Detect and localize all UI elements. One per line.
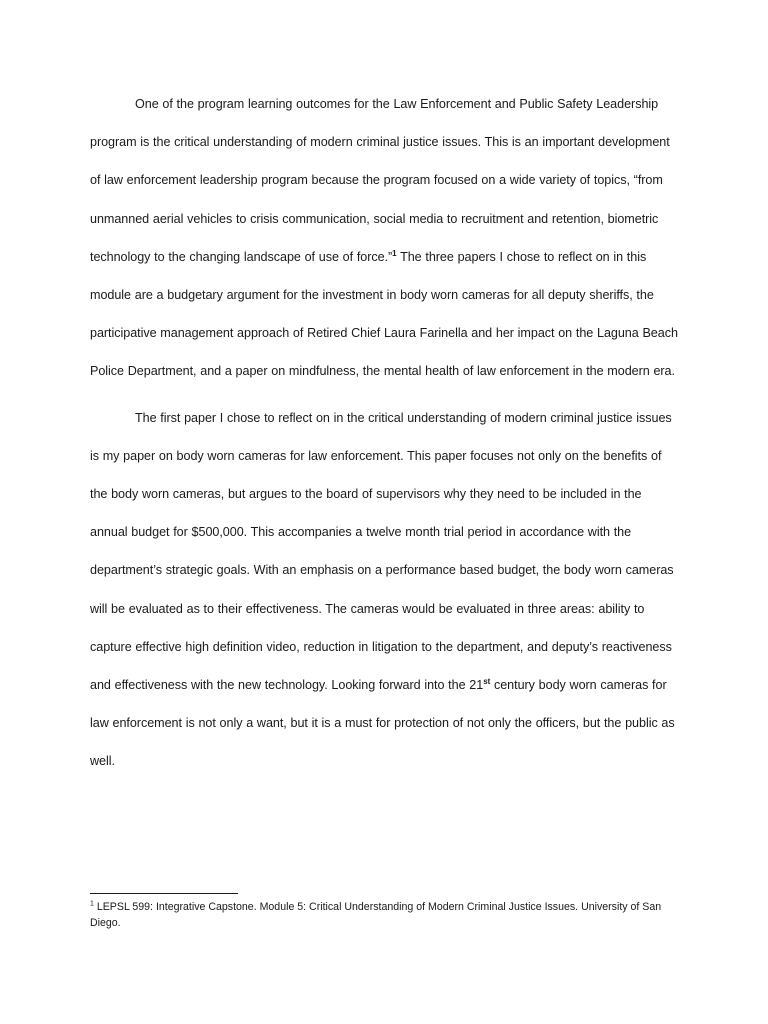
footnote xyxy=(90,899,680,931)
paragraph-body-worn-cameras xyxy=(90,399,680,781)
paragraph-1-text-continued: The three papers I chose to reflect on in this module are a budgetary argument for the investment in body worn cameras for all deputy sheriffs, the participative management approach of Retired Chief Laura Farinella and her impact on the Laguna Beach Police Department, and a paper on mindfulness, the mental health of law enforcement in the modern era. xyxy=(90,249,678,379)
document-body xyxy=(90,85,680,781)
paragraph-1-text: One of the program learning outcomes for the Law Enforcement and Public Safety Leadership program is the critical understanding of modern criminal justice issues. This is an important development of law enforcement leadership program because the program focused on a wide variety of topics, “from unmanned aerial vehicles to crisis communication, social media to recruitment and retention, biometric technology to the changing landscape of use of force.” xyxy=(90,97,670,264)
footnote-mark: 1 xyxy=(90,900,94,908)
paragraph-2-text-continued: century body worn cameras for law enforcement is not only a want, but it is a must for protection of not only the officers, but the public as well. xyxy=(90,678,675,769)
paragraph-2-text: The first paper I chose to reflect on in the critical understanding of modern criminal justice issues is my paper on body worn cameras for law enforcement. This paper focuses not only on the benefits of the body worn cameras, but argues to the board of supervisors why they need to be included in the annual budget for $500,000. This accompanies a twelve month trial period in accordance with the department’s strategic goals. With an emphasis on a performance based budget, the body worn cameras will be evaluated as to their effectiveness. The cameras would be evaluated in three areas: ability to capture effective high definition video, reduction in litigation to the department, and deputy’s reactiveness and effectiveness with the new technology. Looking forward into the 21 xyxy=(90,410,674,693)
footnote-reference: 1 xyxy=(392,248,397,258)
footnote-text: LEPSL 599: Integrative Capstone. Module 5: Critical Understanding of Modern Criminal Justice Issues. University of San Diego. xyxy=(90,901,662,929)
ordinal-suffix: st xyxy=(483,676,491,686)
paragraph-program-outcomes xyxy=(90,85,680,391)
footnote-separator xyxy=(90,893,238,894)
